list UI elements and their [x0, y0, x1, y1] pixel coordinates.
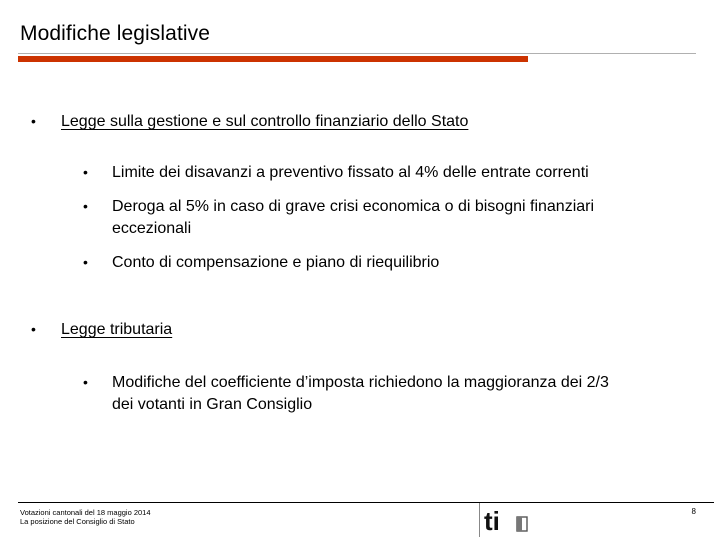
logo-lettering: ti	[484, 506, 500, 534]
subbullet-text: Modifiche del coefficiente d’imposta richiedono la maggioranza dei 2/3	[112, 374, 609, 391]
subbullet-item	[83, 252, 683, 274]
footer-divider	[18, 502, 714, 503]
subbullet-text: Conto di compensazione e piano di riequilibrio	[112, 254, 440, 271]
footer-line-2: La posizione del Consiglio di Stato	[20, 517, 135, 526]
title-accent-bar	[18, 56, 528, 62]
footer-line-1: Votazioni cantonali del 18 maggio 2014	[20, 508, 151, 517]
canton-ticino-logo-icon	[482, 506, 530, 534]
bullet-marker: •	[31, 321, 36, 337]
subbullet-text-continuation: eccezionali	[112, 220, 192, 237]
bullet-text: Legge sulla gestione e sul controllo finanziario dello Stato	[61, 113, 469, 130]
subbullet-marker: •	[83, 254, 88, 270]
subbullet-marker: •	[83, 198, 88, 214]
subbullet-text: Deroga al 5% in caso di grave crisi economica o di bisogni finanziari	[112, 198, 595, 215]
bullet-item	[31, 319, 591, 341]
subbullet-text: Limite dei disavanzi a preventivo fissato al 4% delle entrate correnti	[112, 164, 589, 181]
bullet-item	[31, 111, 591, 133]
footer-caption	[20, 508, 151, 526]
bullet-text: Legge tributaria	[61, 321, 173, 338]
subbullet-marker: •	[83, 374, 88, 390]
subbullet-text-continuation: dei votanti in Gran Consiglio	[112, 396, 313, 413]
subbullet-marker: •	[83, 164, 88, 180]
footer-separator	[479, 503, 480, 537]
bullet-marker: •	[31, 113, 36, 129]
subbullet-item	[83, 162, 683, 184]
slide-title: Modifiche legislative	[20, 22, 211, 45]
title-divider	[18, 53, 696, 54]
subbullet-item	[83, 372, 683, 416]
page-number: 8	[691, 507, 696, 516]
subbullet-item	[83, 196, 683, 240]
